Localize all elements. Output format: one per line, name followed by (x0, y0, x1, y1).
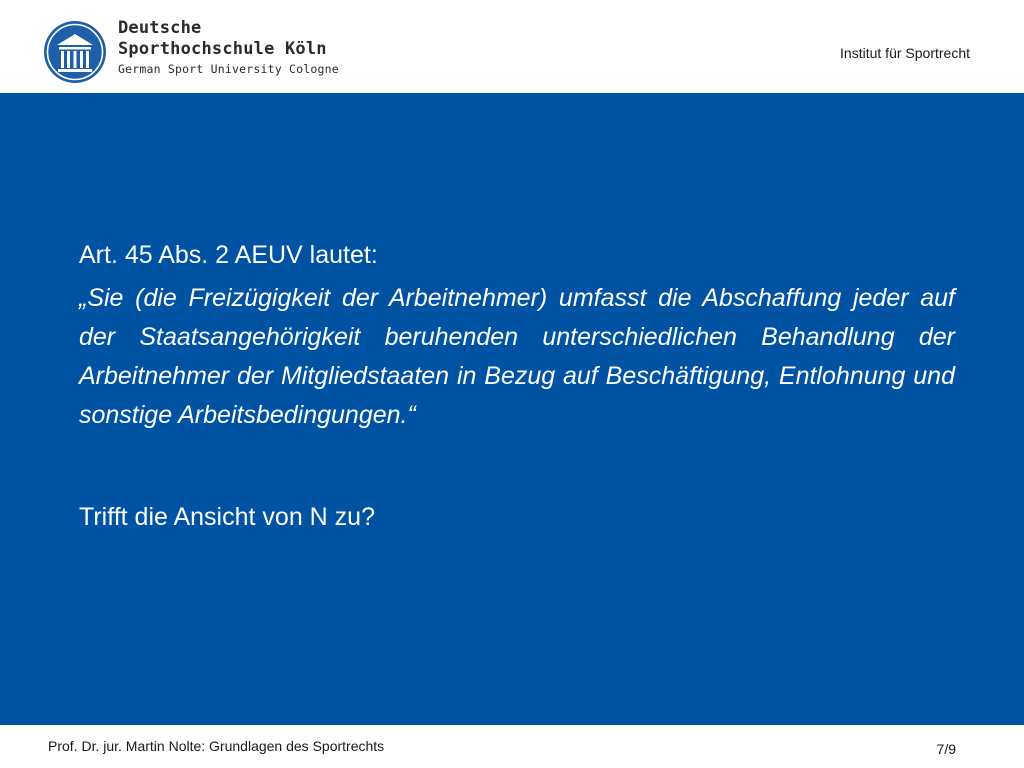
page-number: 7/9 (936, 741, 956, 757)
university-logo-text (118, 18, 339, 79)
university-building-icon (43, 20, 107, 84)
slide-question: Trifft die Ansicht von N zu? (79, 503, 375, 531)
logo-line-2: Sporthochschule Köln (118, 39, 327, 59)
logo-line-1: Deutsche (118, 18, 202, 38)
slide-header (0, 0, 1024, 93)
logo-line-3: German Sport University Cologne (118, 62, 339, 76)
slide-footer (0, 725, 1024, 768)
slide-body (0, 93, 1024, 725)
slide-content (79, 239, 955, 533)
legal-quote: „Sie (die Freizügigkeit der Arbeitnehmer) umfasst die Abschaffung jeder auf der Staatsangehörigkeit beruhenden unterschiedlichen Behandlung der Arbeitnehmer der Mitgliedstaaten in Bezug auf Beschäftigung, Entlohnung und sonstige Arbeitsbedingungen.“ (79, 284, 955, 429)
footer-author-course: Prof. Dr. jur. Martin Nolte: Grundlagen des Sportrechts (48, 738, 385, 754)
institute-name: Institut für Sportrecht (840, 45, 970, 61)
slide-heading: Art. 45 Abs. 2 AEUV lautet: (79, 241, 378, 269)
